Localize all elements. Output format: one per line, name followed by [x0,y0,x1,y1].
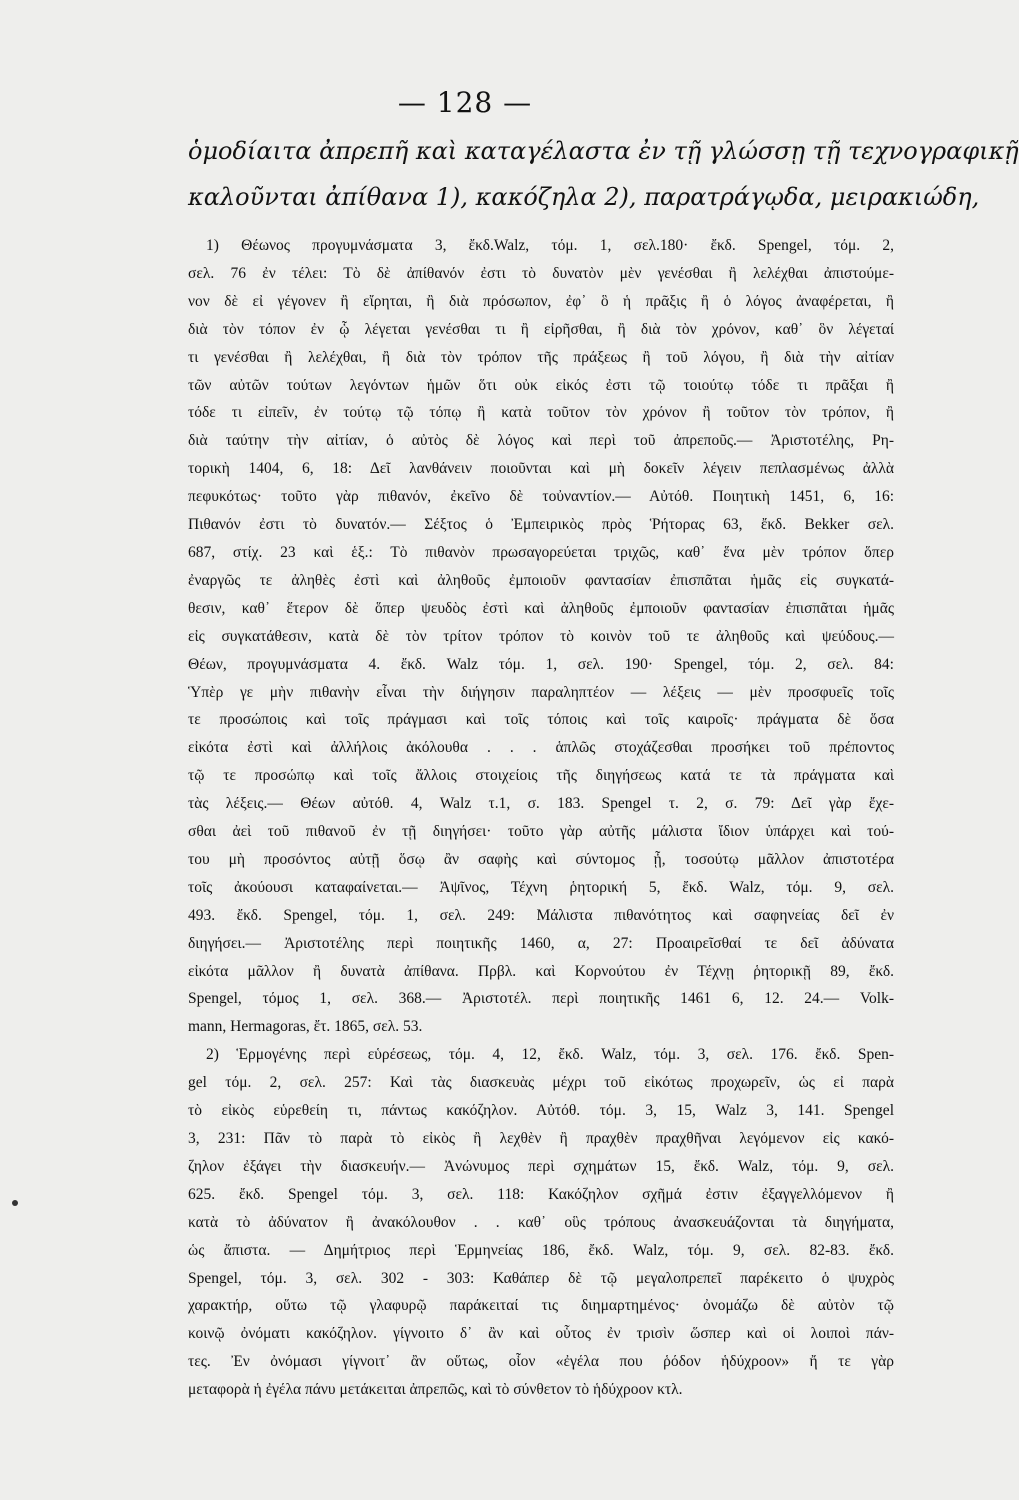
footnote-line: τοῖς ἀκούουσι καταφαίνεται.— Ἀψῖνος, Τέχνη ῥητορική 5, ἔκδ. Walz, τόμ. 9, σελ. [188,878,894,896]
footnote-line: σθαι ἀεὶ τοῦ πιθανοῦ ἐν τῇ διηγήσει· τοῦτο γὰρ αὐτῆς μάλιστα ἴδιον ὑπάρχει καὶ τού- [188,823,894,841]
footnote-line: διὰ τὸν τόπον ἐν ᾧ λέγεται γενέσθαι τι ἢ εἰρῆσθαι, ἢ διὰ τὸν χρόνον, καθ᾽ ὃν λέγεταί [188,320,894,338]
footnote-line: 3, 231: Πᾶν τὸ παρὰ τὸ εἰκὸς ἢ λεχθὲν ἢ πραχθὲν πραχθῆναι λεγόμενον εἰς κακό- [188,1130,894,1147]
footnote-line: Θέων, προγυμνάσματα 4. ἔκδ. Walz τόμ. 1, σελ. 190· Spengel, τόμ. 2, σελ. 84: [188,655,894,673]
footnote-line: μεταφορὰ ἡ ἐγέλα πάνυ μετάκειται ἀπρεπῶς, καὶ τὸ σύνθετον τὸ ἡδύχροον κτλ. [188,1381,683,1399]
footnote-line: 493. ἔκδ. Spengel, τόμ. 1, σελ. 249: Μάλιστα πιθανότητος καὶ σαφηνείας δεῖ ἐν [188,906,894,924]
footnote-line: Spengel, τόμ. 3, σελ. 302 - 303: Καθάπερ δὲ τῷ μεγαλοπρεπεῖ παρέκειτο ὁ ψυχρὸς [188,1269,894,1287]
main-text [188,128,1019,220]
footnote-line: εἰκότα μᾶλλον ἢ δυνατὰ ἀπίθανα. Πρβλ. καὶ Κορνούτου ἐν Τέχνῃ ῥητορικῇ 89, ἔκδ. [188,962,894,980]
footnote-line: χαρακτήρ, οὕτω τῷ γλαφυρῷ παράκειταί τις διημαρτημένος· ὀνομάζω δὲ αὐτὸν τῷ [188,1297,894,1315]
footnote-line: gel τόμ. 2, σελ. 257: Καὶ τὰς διασκευὰς μέχρι τοῦ εἰκότως προχωρεῖν, ὡς εἰ παρὰ [188,1074,894,1092]
footnote-line: νον δὲ εἰ γέγονεν ἢ εἴρηται, ἢ διὰ πρόσωπον, ἐφ᾽ ὃ ἡ πρᾶξις ἢ ὁ λόγος ἀναφέρεται, ἢ [188,292,894,310]
page-number: — 128 — [397,86,533,119]
footnote-line: εἰς συγκατάθεσιν, κατὰ δὲ τὸν τρίτον τρόπον τὸ κοινὸν τοῦ τε ἀληθοῦς καὶ ψεύδους.— [188,627,894,645]
main-text-line: ὁμοδίαιτα ἀπρεπῆ καὶ καταγέλαστα ἐν τῇ γλώσσῃ τῇ τεχνογραφικῇ [188,137,1019,165]
footnote-line: τες. Ἐν ὀνόμασι γίγνοιτ᾽ ἂν οὕτως, οἷον «ἐγέλα που ῥόδον ἡδύχροον» ἤ τε γὰρ [188,1353,894,1371]
footnote-line: τῷ τε προσώπῳ καὶ τοῖς ἄλλοις στοιχείοις τῆς διηγήσεως κατά τε τὰ πράγματα καὶ [188,767,894,785]
footnote-line: θεσιν, καθ᾽ ἕτερον δὲ ὅπερ ψευδὸς ἐστὶ καὶ ἀληθοῦς ἐμποιοῦν φαντασίαν ἐπισπᾶται ἡμᾶς [188,599,894,617]
footnote-line: του μὴ προσόντος αὐτῇ ὅσῳ ἂν σαφὴς καὶ σύντομος ᾖ, τοσούτῳ μᾶλλον ἀπιστοτέρα [188,850,894,868]
footnote-line: mann, Hermagoras, ἔτ. 1865, σελ. 53. [188,1018,423,1036]
footnote-line: τορικὴ 1404, 6, 18: Δεῖ λανθάνειν ποιοῦνται καὶ μὴ δοκεῖν λέγειν πεπλασμένως ἀλλὰ [188,460,894,478]
footnote-line: κοινῷ ὀνόματι κακόζηλον. γίγνοιτο δ᾽ ἂν καὶ οὗτος ἐν τρισὶν ὥσπερ καὶ οἱ λοιποὶ πάν- [188,1325,894,1343]
footnote-line: τὰς λέξεις.— Θέων αὐτόθ. 4, Walz τ.1, σ. 183. Spengel τ. 2, σ. 79: Δεῖ γὰρ ἔχε- [188,795,894,813]
footnote-line: πεφυκότως· τοῦτο γὰρ πιθανόν, ἐκεῖνο δὲ τοὐναντίον.— Αὐτόθ. Ποιητικὴ 1451, 6, 16: [188,488,894,506]
footnote-line: 1) Θέωνος προγυμνάσματα 3, ἔκδ.Walz, τόμ. 1, σελ.180· ἔκδ. Spengel, τόμ. 2, [206,237,894,254]
footnote-line: εἰκότα ἐστὶ καὶ ἀλλήλοις ἀκόλουθα . . . ἁπλῶς στοχάζεσθαι προσήκει τοῦ πρέποντος [188,739,894,757]
footnote-line: 2) Ἑρμογένης περὶ εὑρέσεως, τόμ. 4, 12, ἔκδ. Walz, τόμ. 3, σελ. 176. ἔκδ. Spen- [206,1046,894,1064]
footnote-line: ὡς ἄπιστα. — Δημήτριος περὶ Ἑρμηνείας 186, ἔκδ. Walz, τόμ. 9, σελ. 82-83. ἔκδ. [188,1241,894,1259]
footnote-line: ἐναργῶς τε ἀληθὲς ἐστὶ καὶ ἀληθοῦς ἐμποιοῦν φαντασίαν ἐπισπᾶται ἡμᾶς εἰς συγκατά- [188,571,894,589]
footnote-line: τὸ εἰκὸς εὑρεθείη τι, πάντως κακόζηλον. Αὐτόθ. τόμ. 3, 15, Walz 3, 141. Spengel [188,1102,894,1120]
footnote-line: τε προσώποις καὶ τοῖς πράγμασι καὶ τοῖς τόποις καὶ τοῖς καιροῖς· πράγματα δὲ ὅσα [188,711,894,729]
footnote-line: Ὑπὲρ γε μὴν πιθανὴν εἶναι τὴν διήγησιν παραληπτέον — λέξεις — μὲν προσφυεῖς τοῖς [188,683,894,701]
main-text-line: καλοῦνται ἀπίθανα 1), κακόζηλα 2), παρατράγῳδα, μειρακιώδη, [188,183,980,211]
footnote-line: διηγήσει.— Ἀριστοτέλης περὶ ποιητικῆς 1460, α, 27: Προαιρεῖσθαί τε δεῖ ἀδύνατα [188,934,894,952]
footnote-line: σελ. 76 ἐν τέλει: Τὸ δὲ ἀπίθανόν ἐστι τὸ δυνατὸν μὲν γενέσθαι ἢ λελέχθαι ἀπιστούμε- [188,264,894,282]
footnote-line: Spengel, τόμος 1, σελ. 368.— Ἀριστοτέλ. περὶ ποιητικῆς 1461 6, 12. 24.— Volk- [188,990,894,1008]
footnote-line: τῶν αὐτῶν τούτων λεγόντων ἡμῶν ὅτι οὐκ εἰκός ἐστι τῷ τοιούτῳ τόδε τι πρᾶξαι ἢ [188,376,894,394]
footnote-line: ζηλον ἐξάγει τὴν διασκευήν.— Ἀνώνυμος περὶ σχημάτων 15, ἔκδ. Walz, τόμ. 9, σελ. [188,1157,894,1175]
footnote-line: Πιθανόν ἐστι τὸ δυνατόν.— Σέξτος ὁ Ἐμπειρικὸς πρὸς Ῥήτορας 63, ἔκδ. Bekker σελ. [188,516,894,534]
footnote-line: διὰ ταύτην τὴν αἰτίαν, ὁ αὐτὸς δὲ λόγος καὶ περὶ τοῦ ἀπρεποῦς.— Ἀριστοτέλης, Ρη- [188,432,894,450]
footnote-line: τι γενέσθαι ἢ λελέχθαι, ἢ διὰ τὸν τρόπον τῆς πράξεως ἢ τοῦ λόγου, ἢ διὰ τὴν αἰτίαν [188,348,894,366]
footnote-line: κατὰ τὸ ἀδύνατον ἢ ἀνακόλουθον . . καθ᾽ οὓς τρόπους ἀνασκευάζονται τὰ διηγήματα, [188,1213,894,1231]
margin-dot [12,1200,18,1206]
footnote-line: 625. ἔκδ. Spengel τόμ. 3, σελ. 118: Κακόζηλον σχῆμά ἐστιν ἐξαγγελλόμενον ἢ [188,1185,894,1203]
footnotes [188,232,894,1404]
footnote-line: 687, στίχ. 23 καὶ ἑξ.: Τὸ πιθανὸν πρωσαγορεύεται τριχῶς, καθ᾽ ἕνα μὲν τρόπον ὅπερ [188,543,894,561]
footnote-line: τόδε τι εἰπεῖν, ἐν τούτῳ τῷ τόπῳ ἢ κατὰ τοῦτον τὸν χρόνον ἢ τοῦτον τὸν τρόπον, ἢ [188,404,894,422]
